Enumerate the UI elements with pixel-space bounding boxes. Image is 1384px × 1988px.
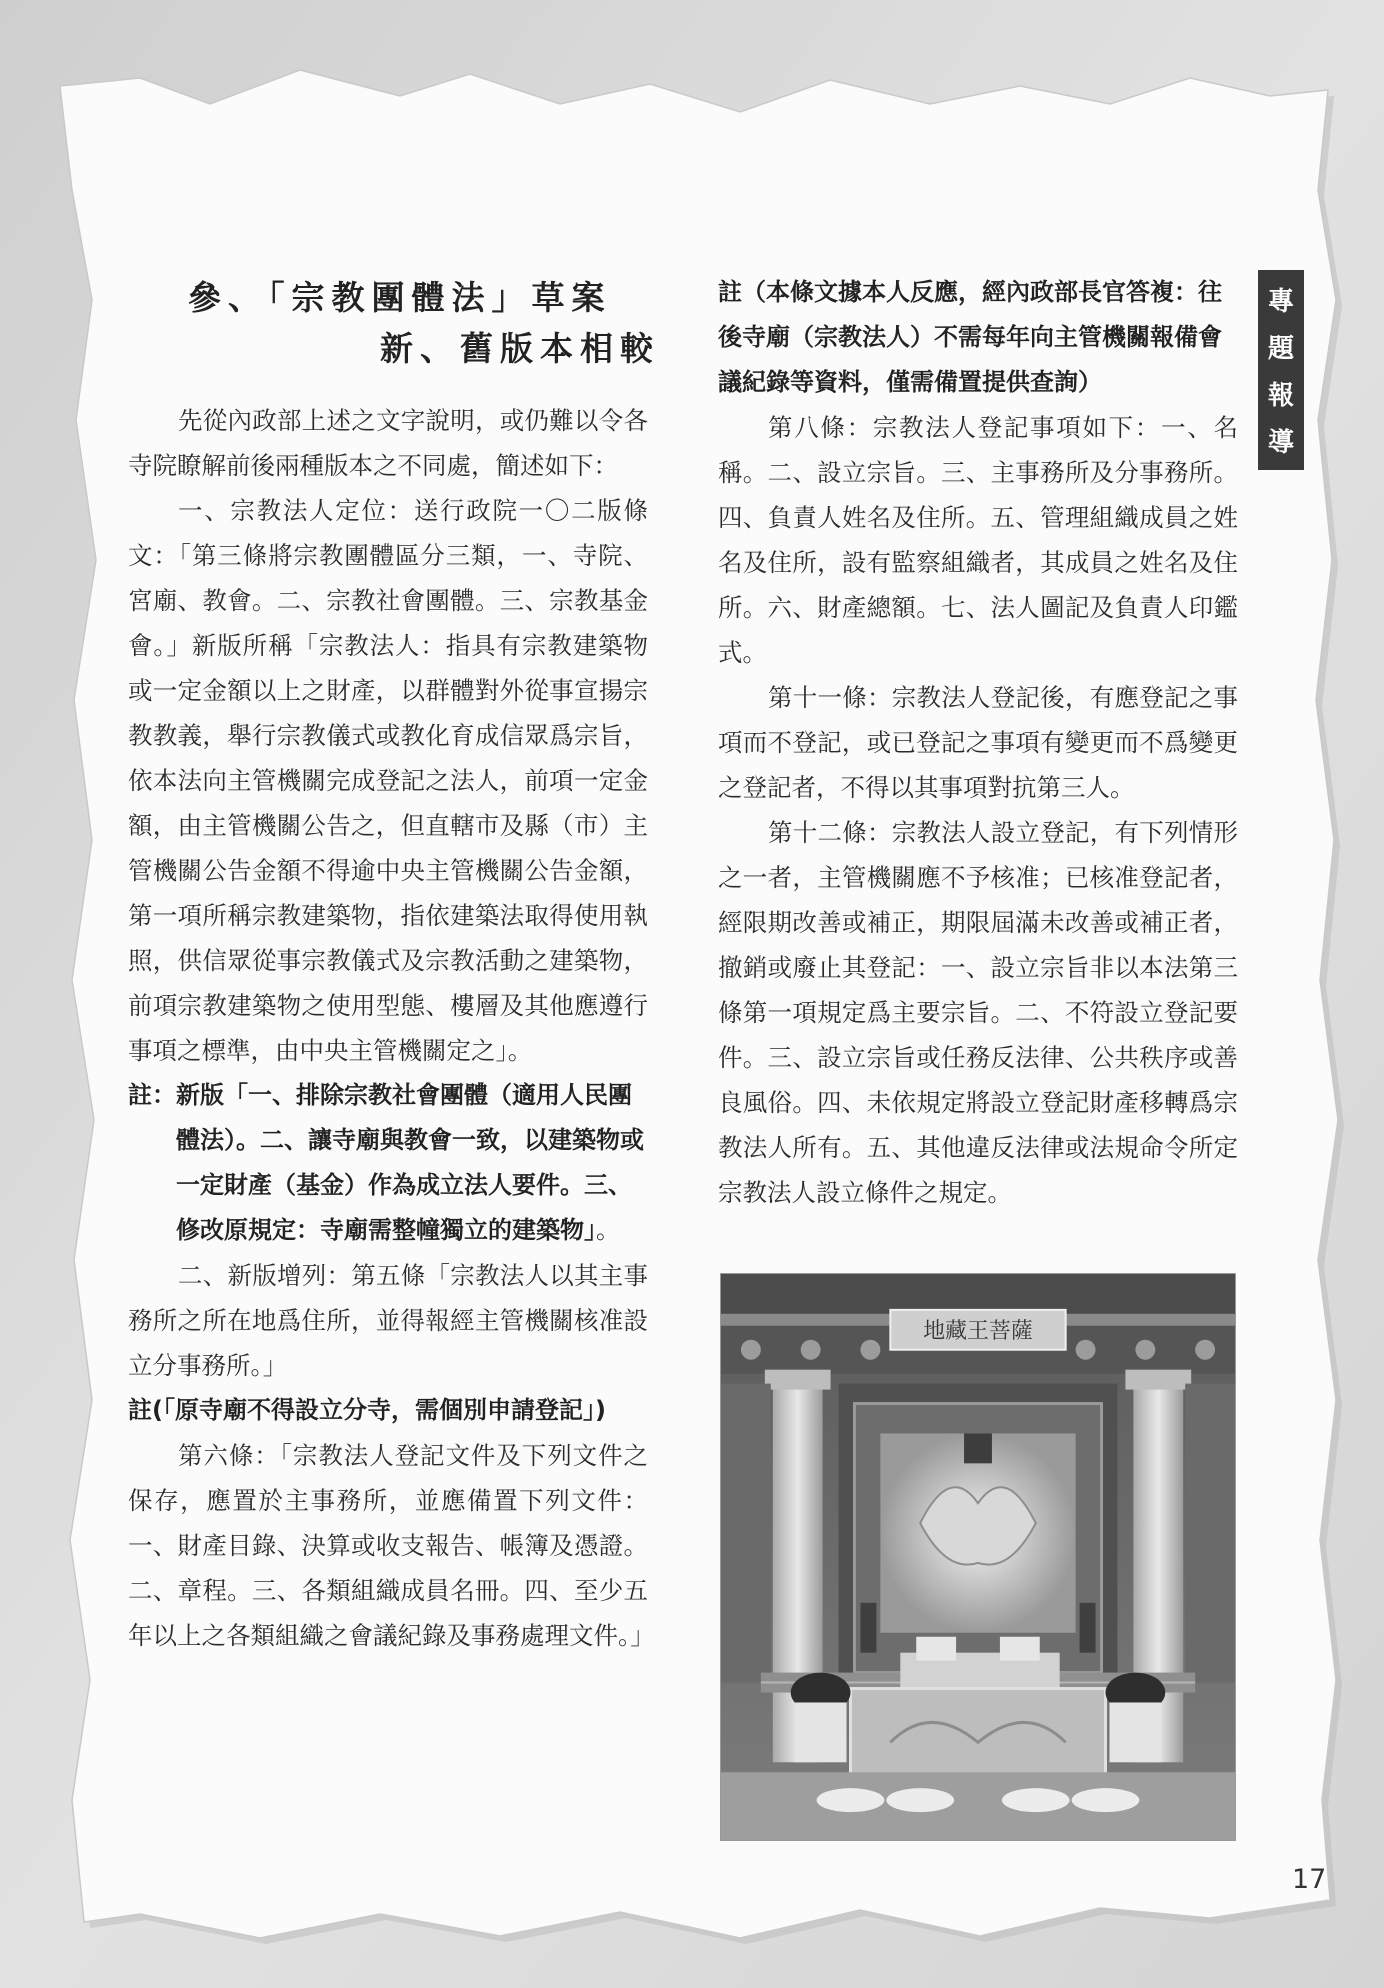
note-end-mark: 。 [596, 1216, 620, 1244]
page-number: 17 [1292, 1864, 1327, 1895]
temple-altar-photo [720, 1273, 1236, 1841]
section-tab-char: 專 [1267, 287, 1294, 317]
left-column [128, 398, 655, 1658]
section-tab [1258, 270, 1304, 470]
note-text [176, 1073, 648, 1253]
note-block [128, 1073, 648, 1253]
section-tab-char: 題 [1267, 334, 1294, 364]
section-title: 參、「宗教團體法」草案 [188, 278, 612, 317]
note-label: 註： [128, 1081, 176, 1109]
paragraph: 二、新版增列：第五條「宗教法人以其主事務所之所在地爲住所，並得報經主管機關核准設立分事務所。」 [128, 1261, 648, 1380]
note-content: 新版「一、排除宗教社會團體（適用人民團體法）。二、讓寺廟與教會一致，以建築物或一定財產（基金）作為成立法人要件。三、修改原規定：寺廟需整幢獨立的建築物」 [176, 1081, 644, 1244]
section-tab-char: 導 [1267, 428, 1294, 458]
note-inline: 註(「原寺廟不得設立分寺，需個別申請登記」) [128, 1396, 606, 1424]
section-tab-char: 報 [1267, 381, 1294, 411]
paragraph: 第十一條：宗教法人登記後，有應登記之事項而不登記，或已登記之事項有變更而不爲變更之登記者，不得以其事項對抗第三人。 [718, 683, 1238, 802]
paragraph: 第六條：「宗教法人登記文件及下列文件之保存，應置於主事務所，並應備置下列文件：一、財產目錄、決算或收支報告、帳簿及憑證。二、章程。三、各類組織成員名冊。四、至少五年以上之各類組織之會議紀錄及事務處理文件。」 [128, 1441, 655, 1650]
paragraph: 一、宗教法人定位：送行政院一〇二版條文：「第三條將宗教團體區分三類，一、寺院、宮廟、教會。二、宗教社會團體。三、宗教基金會。」新版所稱「宗教法人：指具有宗教建築物或一定金額以上之財產，以群體對外從事宣揚宗教教義，舉行宗教儀式或教化育成信眾爲宗旨，依本法向主管機關完成登記之法人，前項一定金額，由主管機關公告之，但直轄市及縣（市）主管機關公告金額不得逾中央主管機關公告金額，第一項所稱宗教建築物，指依建築法取得使用執照，供信眾從事宗教儀式及宗教活動之建築物，前項宗教建築物之使用型態、樓層及其他應遵行事項之標準，由中央主管機關定之」。 [128, 496, 648, 1065]
note-block [718, 270, 1238, 405]
note-text: 註（本條文據本人反應，經內政部長官答複：往後寺廟（宗教法人）不需每年向主管機關報備會議紀錄等資料，僅需備置提供查詢） [718, 278, 1222, 396]
right-column [718, 270, 1238, 1215]
paragraph: 第八條：宗教法人登記事項如下：一、名稱。二、設立宗旨。三、主事務所及分事務所。四、負責人姓名及住所。五、管理組織成員之姓名及住所，設有監察組織者，其成員之姓名及住所。六、財產總額。七、法人圖記及負責人印鑑式。 [718, 413, 1238, 667]
paragraph: 先從內政部上述之文字說明，或仍難以令各寺院瞭解前後兩種版本之不同處，簡述如下： [128, 406, 648, 480]
paragraph: 第十二條：宗教法人設立登記，有下列情形之一者，主管機關應不予核准；已核准登記者，經限期改善或補正，期限屆滿未改善或補正者，撤銷或廢止其登記：一、設立宗旨非以本法第三條第一項規定爲主要宗旨。二、不符設立登記要件。三、設立宗旨或任務反法律、公共秩序或善良風俗。四、未依規定將設立登記財產移轉爲宗教法人所有。五、其他違反法律或法規命令所定宗教法人設立條件之規定。 [718, 818, 1238, 1207]
section-subtitle: 新、舊版本相較 [380, 329, 660, 368]
temple-plaque-text: 地藏王菩薩 [923, 1318, 1033, 1344]
